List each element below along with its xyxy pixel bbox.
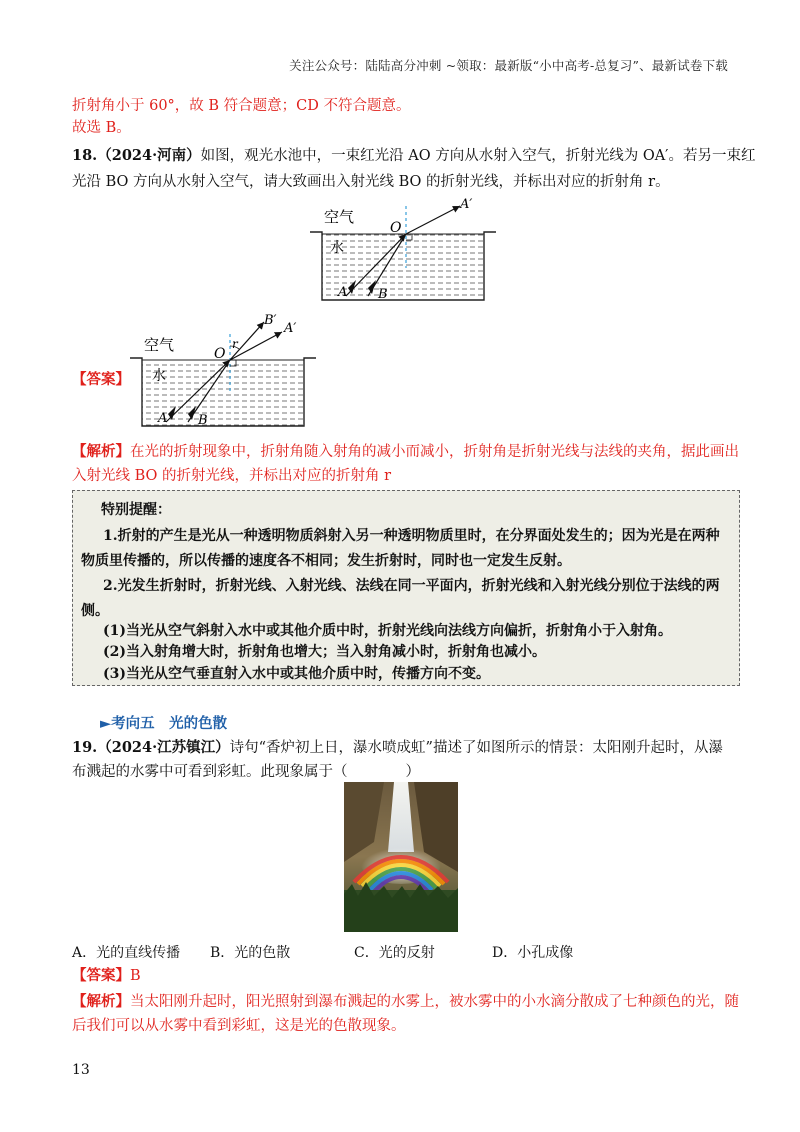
tips-p1a: 1.折射的产生是光从一种透明物质斜射入另一种透明物质里时，在分界面处发生的；因为光是在两种 <box>103 528 720 544</box>
q19-analysis-1: 当太阳刚升起时，阳光照射到瀑布溅起的水雾上，被水雾中的小水滴分散成了七种颜色的光，随 <box>130 994 739 1010</box>
q19-text2: 布溅起的水雾中可看到彩虹。此现象属于（ ） <box>72 764 420 780</box>
ans-label-A: A <box>158 411 168 426</box>
ans-label-O: O <box>214 346 226 362</box>
ans-label-air: 空气 <box>144 336 175 354</box>
label-O: O <box>390 220 402 236</box>
tips-p1b: 物质里传播的，所以传播的速度各不相同；发生折射时，同时也一定发生反射。 <box>81 553 571 569</box>
q19-answer: B <box>130 968 141 984</box>
q18-text-line1 <box>72 146 755 166</box>
q19-number: 19. <box>72 739 98 756</box>
q19-answer-line <box>72 966 141 986</box>
ans-label-B: B <box>198 413 208 428</box>
label-air: 空气 <box>324 208 355 226</box>
section-tag: ►考向五 光的色散 <box>100 715 228 732</box>
ans-label-A-prime: A′ <box>284 321 297 336</box>
option-b: B．光的色散 <box>210 945 291 961</box>
q19-text-line1 <box>72 738 723 758</box>
header-note: 关注公众号：陆陆高分冲刺 ~领取：最新版“小中高考-总复习”、最新试卷下载 <box>289 58 728 73</box>
q18-analysis-label: 【解析】 <box>72 443 130 460</box>
label-B: B <box>378 287 388 302</box>
ray-OA-prime <box>406 206 460 234</box>
q18-answer-figure <box>130 314 320 430</box>
q19-source: （2024·江苏镇江） <box>97 739 230 756</box>
tips-title: 特别提醒： <box>101 502 171 518</box>
q19-text1: 诗句“香炉初上日，瀑水喷成虹”描述了如图所示的情景：太阳刚升起时，从瀑 <box>229 740 723 756</box>
waterfall-rainbow-photo <box>344 782 458 932</box>
ans-label-water: 水 <box>152 368 166 384</box>
q18-analysis-1: 在光的折射现象中，折射角随入射角的减小而减小，折射角是折射光线与法线的夹角，据此画出 <box>130 444 739 460</box>
tips-p5: (3)当光从空气垂直射入水中或其他介质中时，传播方向不变。 <box>103 666 490 682</box>
tips-p2b: 侧。 <box>81 603 109 619</box>
q18-answer-label: 【答案】 <box>72 371 130 388</box>
q18-question-figure <box>310 196 500 306</box>
q19-analysis-line1 <box>72 992 739 1012</box>
label-A: A <box>338 285 348 300</box>
option-d: D．小孔成像 <box>492 945 574 961</box>
ans-label-B-prime: B′ <box>264 314 277 328</box>
q18-text1: 如图，观光水池中，一束红光沿 AO 方向从水射入空气，折射光线为 OA′。若另一束红 <box>200 148 756 164</box>
prev-conclusion-line: 故选 B。 <box>72 120 131 136</box>
q19-analysis-2: 后我们可以从水雾中看到彩虹，这是光的色散现象。 <box>72 1018 406 1034</box>
option-c: C．光的反射 <box>354 945 435 961</box>
label-A-prime: A′ <box>460 197 473 212</box>
ans-label-r: r <box>232 337 238 351</box>
tips-box <box>72 490 740 686</box>
q19-answer-label: 【答案】 <box>72 967 130 984</box>
option-a: A．光的直线传播 <box>72 945 181 961</box>
q18-analysis-line1 <box>72 442 739 462</box>
q18-source: （2024·河南） <box>97 147 201 164</box>
q18-number: 18. <box>72 147 98 164</box>
page-number: 13 <box>72 1062 90 1078</box>
label-water: 水 <box>330 240 344 256</box>
q19-analysis-label: 【解析】 <box>72 993 130 1010</box>
tips-p3: (1)当光从空气斜射入水中或其他介质中时，折射光线向法线方向偏折，折射角小于入射角。 <box>103 623 672 639</box>
prev-analysis-line: 折射角小于 60°，故 B 符合题意；CD 不符合题意。 <box>72 98 411 114</box>
tips-p2a: 2.光发生折射时，折射光线、入射光线、法线在同一平面内，折射光线和入射光线分别位于法线的两 <box>103 578 720 594</box>
tips-p4: (2)当入射角增大时，折射角也增大；当入射角减小时，折射角也减小。 <box>103 644 546 660</box>
q18-text2: 光沿 BO 方向从水射入空气，请大致画出入射光线 BO 的折射光线，并标出对应的折射角 r。 <box>72 174 670 190</box>
q18-analysis-2: 入射光线 BO 的折射光线，并标出对应的折射角 r <box>72 468 392 484</box>
